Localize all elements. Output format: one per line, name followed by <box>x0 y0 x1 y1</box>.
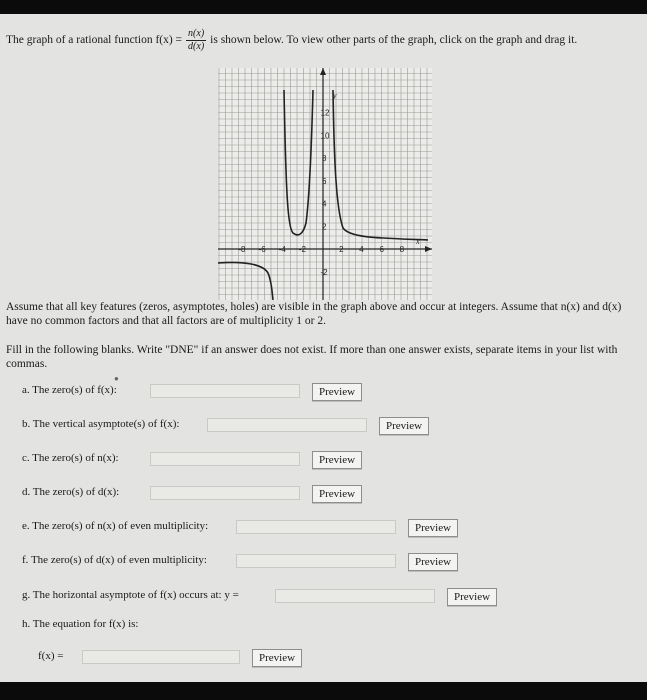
answer-input-b[interactable] <box>207 418 367 432</box>
answer-input-f[interactable] <box>236 554 396 568</box>
x-tick-label: 6 <box>379 245 384 254</box>
question-e: e. The zero(s) of n(x) of even multiplicity: <box>22 520 209 532</box>
page <box>0 14 647 682</box>
preview-button-g[interactable]: Preview <box>447 588 497 606</box>
function-graph[interactable] <box>218 68 432 300</box>
x-tick-label: 4 <box>359 245 364 254</box>
preview-button-e[interactable]: Preview <box>408 519 458 537</box>
question-f: f. The zero(s) of d(x) of even multiplicity: <box>22 554 207 566</box>
question-h: h. The equation for f(x) is: <box>22 618 139 630</box>
fraction-denominator: d(x) <box>188 40 205 52</box>
preview-button-f[interactable]: Preview <box>408 553 458 571</box>
top-bar <box>0 0 647 14</box>
y-tick-label: 10 <box>320 131 330 141</box>
x-tick-label: -2 <box>298 245 306 254</box>
x-tick-label: 2 <box>339 245 344 254</box>
answer-input-a[interactable] <box>150 384 300 398</box>
y-tick-label: 12 <box>320 108 330 118</box>
answer-input-h[interactable] <box>82 650 240 664</box>
x-axis-arrow-icon <box>425 246 432 252</box>
intro-after: is shown below. To view other parts of the graph, click on the graph and drag it. <box>210 34 578 46</box>
preview-button-d[interactable]: Preview <box>312 485 362 503</box>
question-d: d. The zero(s) of d(x): <box>22 486 120 498</box>
preview-button-a[interactable]: Preview <box>312 383 362 401</box>
tick-labels <box>238 109 404 277</box>
marker-dot: ● <box>114 374 119 383</box>
x-tick-label: 8 <box>399 245 405 254</box>
answer-input-d[interactable] <box>150 486 300 500</box>
fraction-numerator: n(x) <box>188 28 205 39</box>
preview-button-b[interactable]: Preview <box>379 417 429 435</box>
graph-svg <box>218 68 432 300</box>
intro-fraction <box>186 28 206 52</box>
instructions-text: Fill in the following blanks. Write "DNE" if an answer does not exist. If more than one answer exists, separate items in your list with commas. <box>6 344 618 370</box>
x-tick-label: -4 <box>278 245 286 254</box>
question-b: b. The vertical asymptote(s) of f(x): <box>22 418 180 430</box>
answer-input-g[interactable] <box>275 589 435 603</box>
x-tick-label: -8 <box>238 245 246 254</box>
y-tick-label: 2 <box>322 222 327 232</box>
x-axis-label: x <box>416 237 420 246</box>
intro-text <box>6 28 577 52</box>
middle-branch <box>284 90 313 235</box>
equation-lhs: f(x) = <box>38 650 64 662</box>
y-tick-label: 8 <box>322 154 327 163</box>
y-tick-label: 4 <box>322 199 327 209</box>
x-tick-label: -6 <box>258 245 266 254</box>
intro-before: The graph of a rational function f(x) = <box>6 34 183 46</box>
bottom-bar <box>0 682 647 700</box>
question-c: c. The zero(s) of n(x): <box>22 452 119 464</box>
y-axis-label: y <box>333 91 337 100</box>
question-a: a. The zero(s) of f(x): <box>22 384 117 396</box>
y-tick-label: 6 <box>322 176 327 186</box>
preview-button-h[interactable]: Preview <box>252 649 302 667</box>
y-axis-arrow-icon <box>320 68 326 75</box>
y-tick-label: -2 <box>320 267 328 277</box>
answer-input-e[interactable] <box>236 520 396 534</box>
question-g: g. The horizontal asymptote of f(x) occurs at: y = <box>22 589 239 601</box>
preview-button-c[interactable]: Preview <box>312 451 362 469</box>
assumption-text: Assume that all key features (zeros, asymptotes, holes) are visible in the graph above and occur at integers. Assume that n(x) and d(x) have no common factors and that all factors are of multiplicity 1 or 2. <box>6 301 622 327</box>
answer-input-c[interactable] <box>150 452 300 466</box>
